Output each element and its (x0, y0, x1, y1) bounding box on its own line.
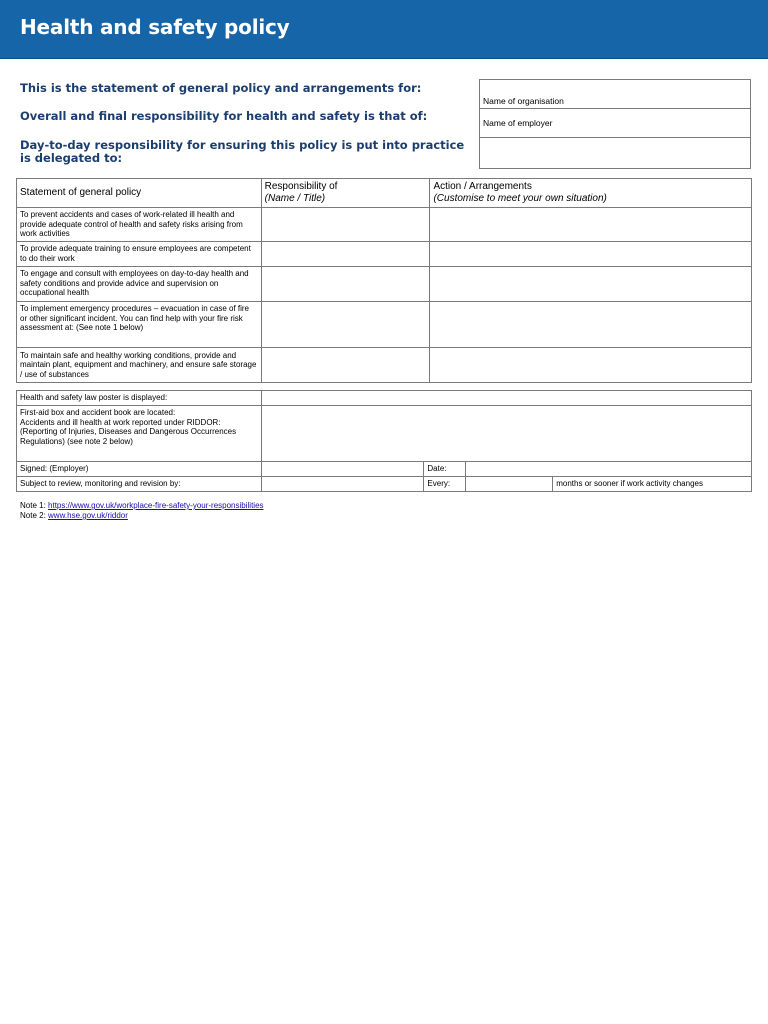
name-of-employer-field[interactable] (480, 109, 751, 138)
organisation-box (479, 79, 751, 169)
table-row (17, 208, 752, 242)
title-banner (0, 0, 768, 59)
col-header-action-label: Action / Arrangements (433, 181, 532, 192)
every-months-field[interactable] (466, 477, 553, 492)
first-aid-accidents-labels (17, 406, 262, 462)
poster-location-field[interactable] (261, 391, 751, 406)
action-cell[interactable] (430, 302, 752, 348)
col-header-action (430, 179, 752, 208)
policy-statement-cell: To prevent accidents and cases of work-related ill health and provide adequate control of health and safety risks arising from work activities (17, 208, 262, 242)
signed-label: Signed: (Employer) (17, 462, 262, 477)
review-label: Subject to review, monitoring and revision by: (17, 477, 262, 492)
policy-table (16, 178, 752, 383)
date-field[interactable] (466, 462, 752, 477)
action-cell[interactable] (430, 208, 752, 242)
policy-statement-cell: To implement emergency procedures – evacuation in case of fire or other significant incident. You can find help with your fire risk assessment at: (See note 1 below) (17, 302, 262, 348)
col-header-statement: Statement of general policy (17, 179, 262, 208)
policy-statement-cell: To engage and consult with employees on day-to-day health and safety conditions and provide advice and supervision on occupational health (17, 267, 262, 302)
first-aid-label: First-aid box and accident book are located: (20, 408, 176, 417)
riddor-label: (Reporting of Injuries, Diseases and Dangerous Occurrences Regulations) (see note 2 below) (20, 427, 237, 446)
action-cell[interactable] (430, 242, 752, 267)
responsibility-cell[interactable] (261, 242, 430, 267)
accidents-label: Accidents and ill health at work reported under RIDDOR: (20, 417, 221, 427)
notes (20, 501, 264, 521)
policy-table-header (17, 179, 752, 208)
col-header-responsibility-sub: (Name / Title) (264, 193, 326, 204)
responsibility-cell[interactable] (261, 348, 430, 383)
action-cell[interactable] (430, 348, 752, 383)
note-1-link[interactable]: https://www.gov.uk/workplace-fire-safety-your-responsibilities (48, 501, 264, 510)
table-row (17, 267, 752, 302)
responsibility-cell[interactable] (261, 302, 430, 348)
reviewer-field[interactable] (261, 477, 424, 492)
col-header-responsibility (261, 179, 430, 208)
table-row (17, 302, 752, 348)
note-1 (20, 501, 264, 511)
name-of-employer-label: Name of employer (483, 118, 553, 128)
note-2 (20, 511, 264, 521)
date-label: Date: (424, 462, 466, 477)
policy-statement-cell: To maintain safe and healthy working conditions, provide and maintain plant, equipment and machinery, and ensure safe storage / use of substances (17, 348, 262, 383)
responsibility-cell[interactable] (261, 267, 430, 302)
name-of-organisation-label: Name of organisation (483, 96, 564, 106)
table-row (17, 462, 752, 477)
page-title: Health and safety policy (20, 15, 290, 39)
note-1-label: Note 1: (20, 501, 46, 510)
intro-statement-line: This is the statement of general policy and arrangements for: (20, 81, 422, 95)
first-aid-location-field[interactable] (261, 406, 751, 462)
poster-label: Health and safety law poster is displayed: (17, 391, 262, 406)
signature-field[interactable] (261, 462, 424, 477)
delegated-to-field[interactable] (480, 138, 751, 169)
months-label: months or sooner if work activity changes (553, 477, 752, 492)
table-row (17, 406, 752, 462)
responsibility-cell[interactable] (261, 208, 430, 242)
table-row (17, 348, 752, 383)
arrangements-table (16, 390, 752, 492)
every-label: Every: (424, 477, 466, 492)
note-2-label: Note 2: (20, 511, 46, 520)
table-row (17, 391, 752, 406)
name-of-organisation-field[interactable] (480, 80, 751, 109)
col-header-action-sub: (Customise to meet your own situation) (433, 193, 607, 204)
col-header-responsibility-label: Responsibility of (264, 181, 338, 192)
intro-responsibility-line: Overall and final responsibility for health and safety is that of: (20, 109, 428, 123)
action-cell[interactable] (430, 267, 752, 302)
policy-statement-cell: To provide adequate training to ensure employees are competent to do their work (17, 242, 262, 267)
table-row (17, 242, 752, 267)
table-row (17, 477, 752, 492)
intro-delegated-line: Day-to-day responsibility for ensuring this policy is put into practice is delegated to: (20, 138, 465, 165)
note-2-link[interactable]: www.hse.gov.uk/riddor (48, 511, 128, 520)
